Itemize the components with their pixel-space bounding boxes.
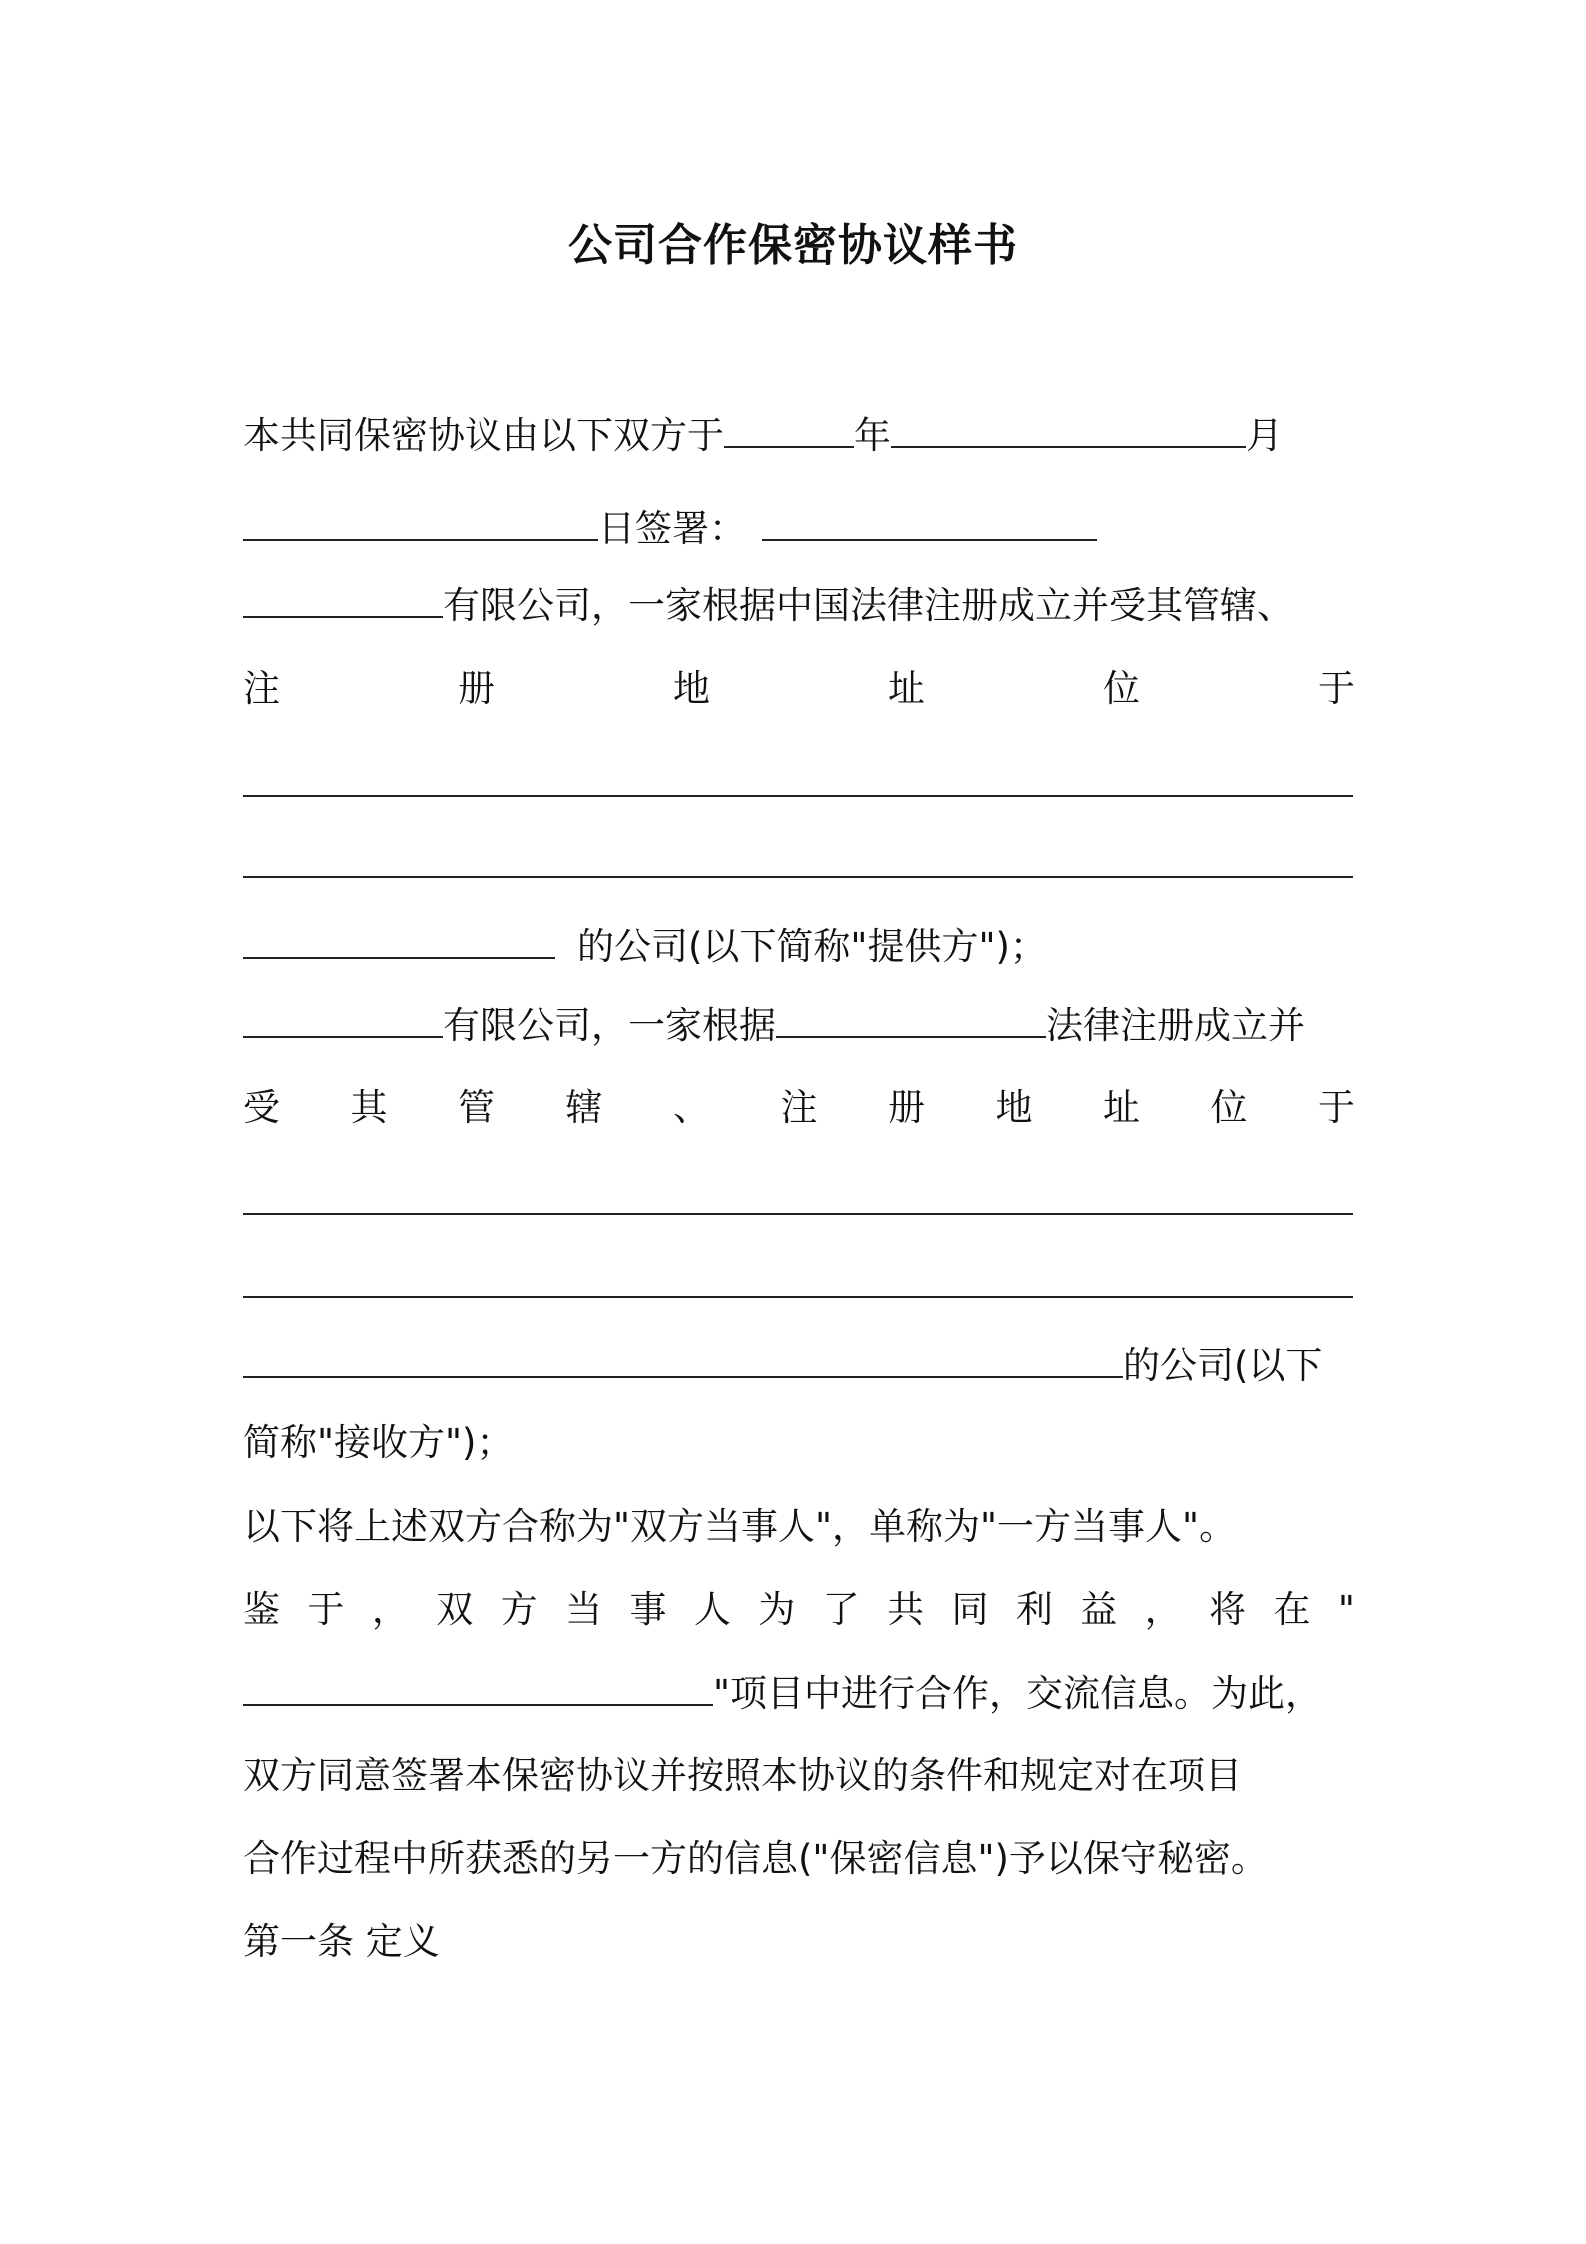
year-label: 年 [854,414,891,457]
char: 鉴 [243,1588,280,1631]
provider-company-text: 有限公司，一家根据中国法律注册成立并受其管辖、 [443,584,1294,627]
char: 为 [758,1588,796,1631]
year-blank [724,410,854,448]
receiver-address-blank-1 [243,1213,1353,1215]
char: 、 [673,1086,710,1129]
char: ， [1144,1588,1182,1631]
project-name-blank [243,1668,713,1706]
agreement-body-text-1: 双方同意签署本保密协议并按照本协议的条件和规定对在项目 [243,1754,1242,1797]
intro-text: 本共同保密协议由以下双方于 [243,414,724,457]
month-label: 月 [1246,414,1283,457]
provider-address-label-line [243,664,1355,714]
char: 于 [307,1588,345,1631]
char: 益 [1080,1588,1118,1631]
char: " [1337,1588,1355,1631]
article-one-heading [243,1917,1355,1967]
char: 位 [1210,1086,1248,1129]
day-blank [243,503,598,541]
project-text: "项目中进行合作，交流信息。为此， [713,1672,1323,1715]
parties-definition-line [243,1502,1355,1552]
provider-alias-line [243,921,1355,972]
provider-company-line [243,580,1355,631]
receiver-law-text: 法律注册成立并 [1046,1004,1305,1047]
char: 当 [565,1588,603,1631]
provider-address-blank-2 [243,876,1353,878]
sign-day-line [243,503,1355,554]
day-sign-label: 日签署： [598,507,746,550]
parties-definition-text: 以下将上述双方合称为"双方当事人"，单称为"一方当事人"。 [243,1505,1237,1548]
receiver-name-blank [243,1000,443,1038]
char: 辖 [565,1086,603,1129]
receiver-address-blank-2 [243,1296,1353,1298]
char: 其 [350,1086,388,1129]
char: 址 [1103,1086,1140,1129]
char: ， [371,1588,409,1631]
sign-place-blank [762,503,1097,541]
char: 于 [1318,667,1355,710]
char: 位 [1103,667,1140,710]
receiver-address-blank-3 [243,1340,1123,1378]
char: 册 [888,1086,925,1129]
agreement-body-text-2: 合作过程中所获悉的另一方的信息("保密信息")予以保守秘密。 [243,1837,1268,1880]
agreement-body-line-1 [243,1751,1355,1801]
agreement-body-line-2 [243,1834,1355,1884]
char: 于 [1318,1086,1355,1129]
provider-alias-text: 的公司(以下简称"提供方")； [577,925,1047,968]
receiver-company-line [243,1000,1355,1051]
char: 受 [243,1086,280,1129]
receiver-alias-line [243,1340,1355,1391]
receiver-alias-text-a: 的公司(以下 [1123,1344,1323,1387]
provider-address-blank-3 [243,921,555,959]
char: 同 [951,1588,989,1631]
provider-name-blank [243,580,443,618]
char: 册 [458,667,495,710]
char: 地 [995,1086,1033,1129]
char: 将 [1209,1588,1247,1631]
char: 址 [888,667,925,710]
char: 共 [887,1588,925,1631]
document-title: 公司合作保密协议样书 [568,220,1018,271]
char: 利 [1015,1588,1053,1631]
char: 事 [629,1588,667,1631]
char: 在 [1273,1588,1311,1631]
receiver-address-label-line [243,1083,1355,1133]
char: 人 [693,1588,731,1631]
char: 了 [822,1588,860,1631]
whereas-line [243,1585,1355,1635]
month-blank [891,410,1246,448]
provider-address-blank-1 [243,795,1353,797]
receiver-alias-line-2 [243,1418,1355,1468]
receiver-company-text: 有限公司，一家根据 [443,1004,776,1047]
char: 地 [673,667,710,710]
char: 注 [243,667,280,710]
receiver-country-blank [776,1000,1046,1038]
char: 注 [780,1086,818,1129]
agreement-date-line [243,410,1355,461]
char: 管 [458,1086,495,1129]
project-line [243,1668,1355,1719]
article-one-text: 第一条 定义 [243,1920,440,1963]
receiver-alias-text-b: 简称"接收方")； [243,1421,514,1464]
char: 方 [500,1588,538,1631]
char: 双 [436,1588,474,1631]
